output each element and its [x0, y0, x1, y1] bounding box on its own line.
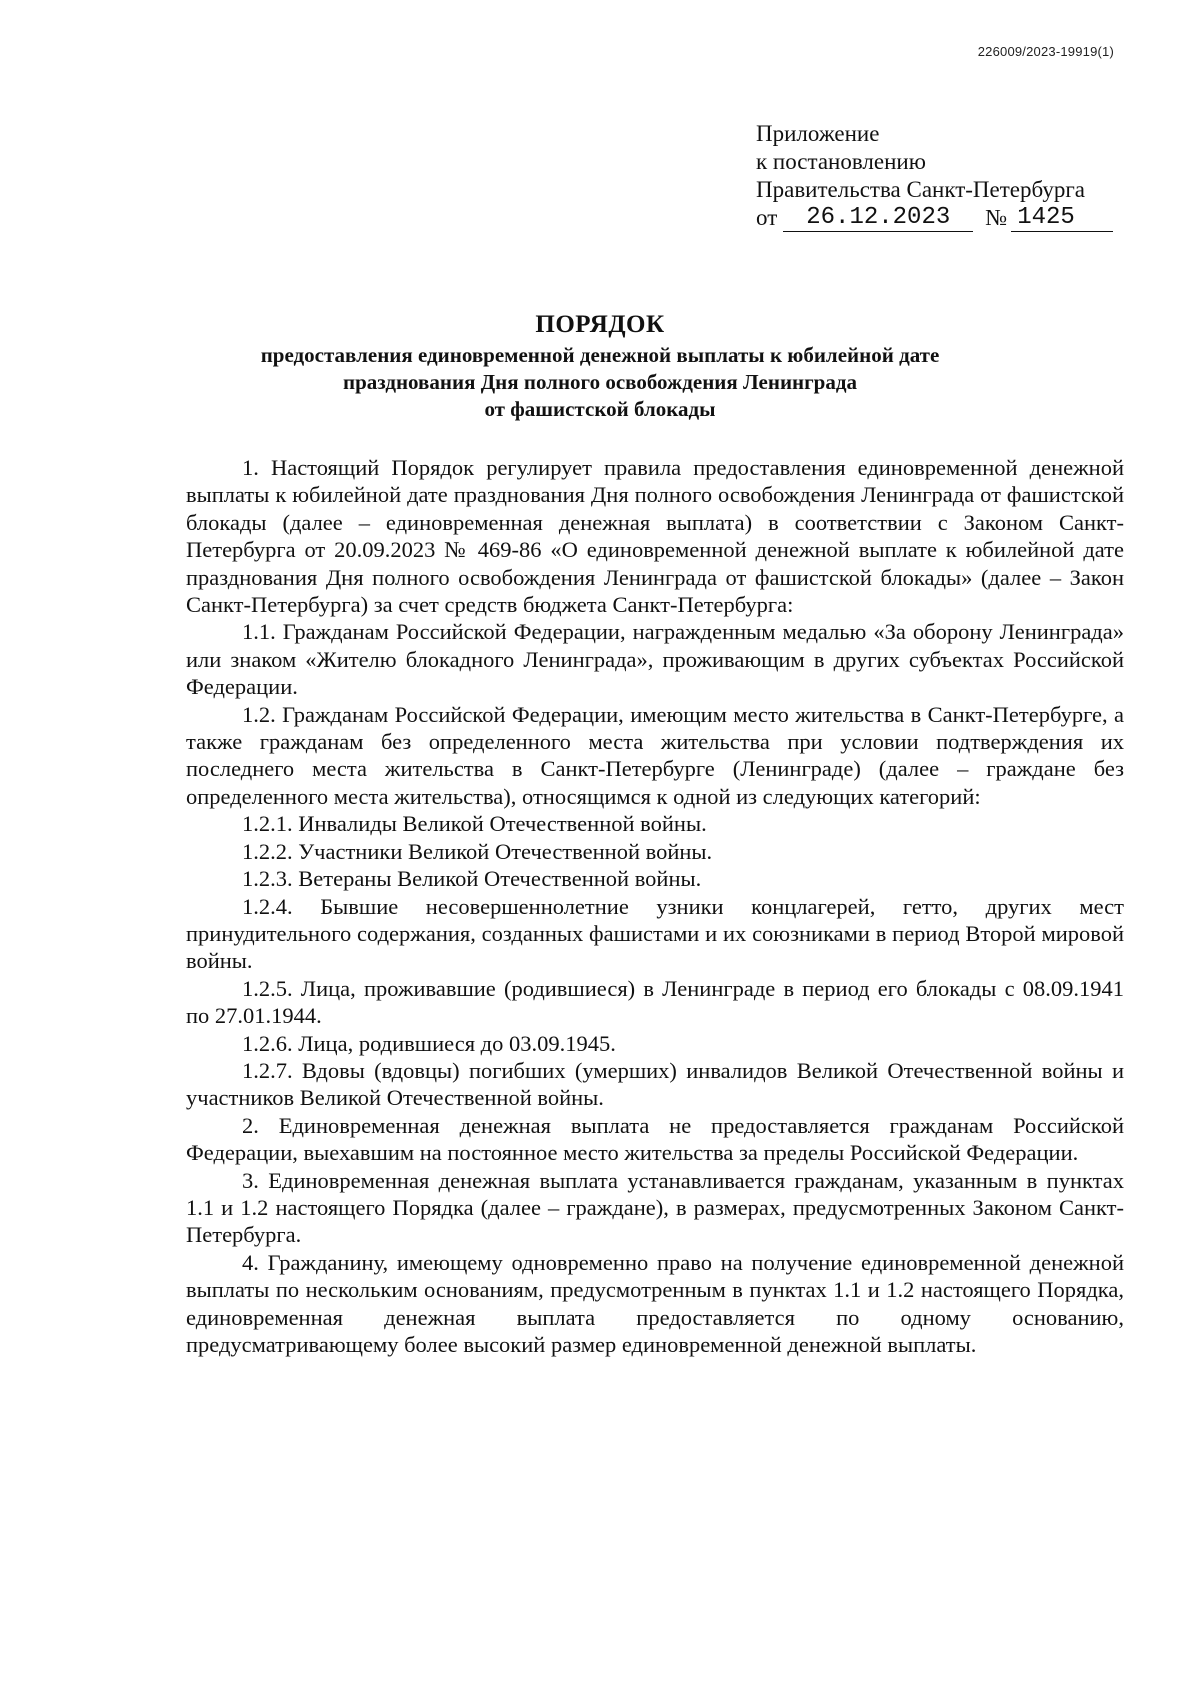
title-sub-line-1: предоставления единовременной денежной выплаты к юбилейной дате: [260, 343, 940, 367]
appendix-date-line: [756, 204, 1116, 232]
appendix-line-2: к постановлению: [756, 149, 926, 174]
paragraph-1-2-6: 1.2.6. Лица, родившиеся до 03.09.1945.: [242, 1030, 616, 1056]
paragraph-1-2-2: 1.2.2. Участники Великой Отечественной войны.: [242, 838, 713, 864]
appendix-line-1: Приложение: [756, 121, 880, 146]
paragraph-1-2-5: 1.2.5. Лица, проживавшие (родившиеся) в Ленинграде в период его блокады с 08.09.1941 по 27.01.1944.: [186, 975, 1124, 1029]
title-sub-line-3: от фашистской блокады: [484, 397, 716, 421]
paragraph-1-2-3: 1.2.3. Ветераны Великой Отечественной войны.: [242, 866, 702, 892]
paragraph-1-1: 1.1. Гражданам Российской Федерации, награжденным медалью «За оборону Ленинграда» или знаком «Жителю блокадного Ленинграда», проживающим в других субъектах Российской Федерации.: [186, 619, 1124, 700]
paragraph-3: 3. Единовременная денежная выплата устанавливается гражданам, указанным в пунктах 1.1 и 1.2 настоящего Порядка (далее – граждане), в размерах, предусмотренных Законом Санкт-Петербурга.: [186, 1167, 1124, 1248]
date-prefix: от: [756, 205, 778, 230]
appendix-line-3: Правительства Санкт-Петербурга: [756, 177, 1085, 202]
title-sub-line-2: празднования Дня полного освобождения Ленинграда: [343, 370, 857, 394]
title-main: ПОРЯДОК: [535, 311, 665, 338]
document-title: [0, 308, 1200, 423]
paragraph-1-2-7: 1.2.7. Вдовы (вдовцы) погибших (умерших) инвалидов Великой Отечественной войны и участников Великой Отечественной войны.: [186, 1057, 1124, 1111]
resolution-date: 26.12.2023: [783, 205, 973, 232]
document-body: [186, 454, 1124, 1358]
paragraph-4: 4. Гражданину, имеющему одновременно право на получение единовременной денежной выплаты по нескольким основаниям, предусмотренным в пунктах 1.1 и 1.2 настоящего Порядка, единовременная денежная выплата предоставляется по одному основанию, предусматривающему более высокий размер единовременной денежной выплаты.: [186, 1249, 1124, 1357]
appendix-block: [756, 120, 1116, 232]
number-label: №: [985, 205, 1008, 230]
paragraph-1-2: 1.2. Гражданам Российской Федерации, имеющим место жительства в Санкт-Петербурге, а также гражданам без определенного места жительства при условии подтверждения их последнего места жительства в Санкт-Петербурге (Ленинграде) (далее – граждане без определенного места жительства), относящимся к одной из следующих категорий:: [186, 701, 1124, 809]
paragraph-2: 2. Единовременная денежная выплата не предоставляется гражданам Российской Федерации, выехавшим на постоянное место жительства за пределы Российской Федерации.: [186, 1112, 1124, 1166]
document-id: 226009/2023-19919(1): [977, 44, 1114, 59]
paragraph-1-2-1: 1.2.1. Инвалиды Великой Отечественной войны.: [242, 811, 707, 837]
resolution-number: 1425: [1011, 205, 1113, 232]
paragraph-1-2-4: 1.2.4. Бывшие несовершеннолетние узники концлагерей, гетто, других мест принудительного содержания, созданных фашистами и их союзниками в период Второй мировой войны.: [186, 893, 1124, 974]
paragraph-1: 1. Настоящий Порядок регулирует правила предоставления единовременной денежной выплаты к юбилейной дате празднования Дня полного освобождения Ленинграда от фашистской блокады (далее – единовременная денежная выплата) в соответствии с Законом Санкт-Петербурга от 20.09.2023 № 469-86 «О единовременной денежной выплате к юбилейной дате празднования Дня полного освобождения Ленинграда от фашистской блокады» (далее – Закон Санкт-Петербурга) за счет средств бюджета Санкт-Петербурга:: [186, 455, 1124, 618]
